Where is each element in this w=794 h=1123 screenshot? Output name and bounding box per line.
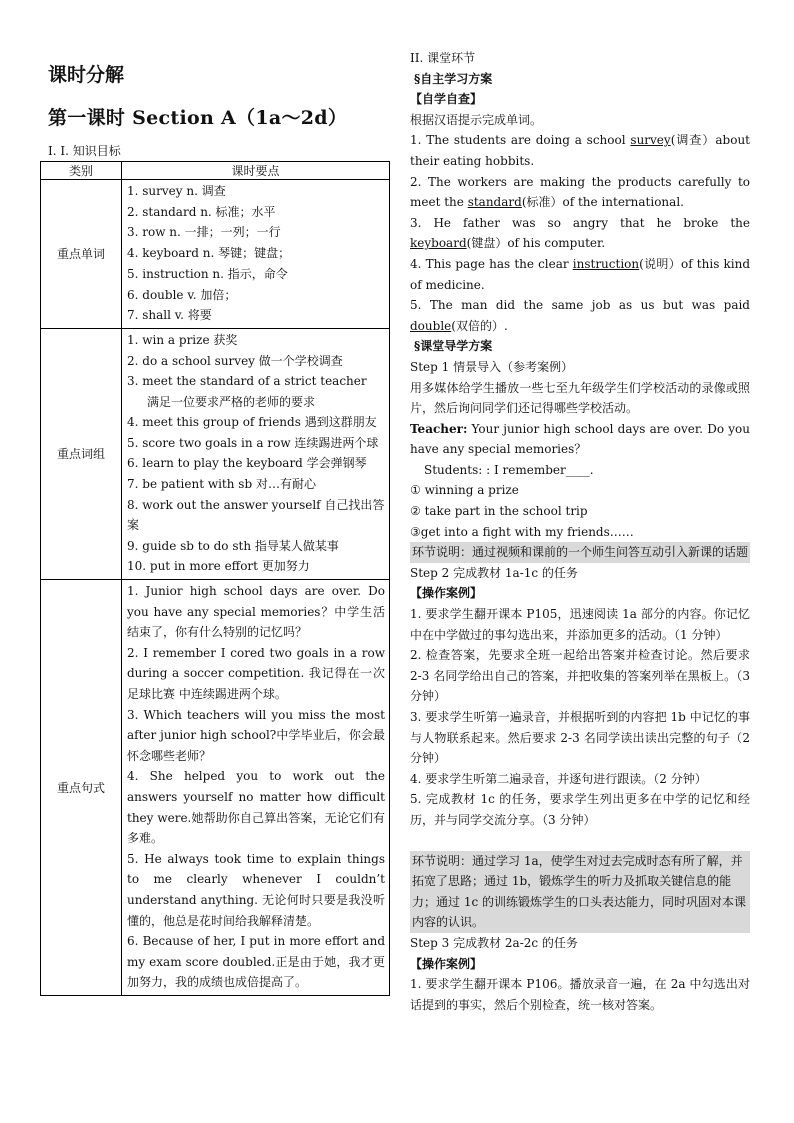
step-2-item: 1. 要求学生翻开课本 P105，迅速阅读 1a 部分的内容。你记忆中在中学做过的事勾选出来，并添加更多的活动。（1 分钟） — [410, 607, 750, 642]
list-item: 3. Which teachers will you miss the most after junior high school?中学毕业后，你会最怀念哪些老师？ — [127, 707, 385, 763]
exercise-item: 5. The man did the same job as us but was paid double(双倍的）. — [410, 298, 750, 333]
page-title: 课时分解 — [48, 64, 125, 86]
step-1-title: Step 1 情景导入（参考案例） — [410, 359, 574, 374]
table-header-row — [41, 162, 390, 180]
exercise-item: 2. The workers are making the products carefully to meet the standard(标准）of the international. — [410, 174, 750, 210]
answer-blank: double — [410, 318, 452, 333]
list-item: 4. She helped you to work out the answers yourself no matter how difficult they were.她帮助你自己算出答案，无论它们有多难。 — [127, 769, 385, 846]
items-cell — [122, 180, 390, 329]
list-item: 2. standard n. 标准；水平 — [127, 204, 276, 219]
category-cell: 重点句式 — [41, 580, 122, 996]
exercise-item: 3. He father was so angry that he broke the keyboard(键盘）of his computer. — [410, 215, 750, 251]
list-item: 1. win a prize 获奖 — [127, 332, 238, 347]
exercise-item: 4. This page has the clear instruction(说明）of this kind of medicine. — [410, 256, 750, 292]
items-cell — [122, 580, 390, 996]
step-2-item: 2. 检查答案，先要求全班一起给出答案并检查讨论。然后要求 2-3 名同学给出自己的答案，并把收集的答案列举在黑板上。（3 分钟） — [410, 648, 750, 704]
list-item: 6. Because of her, I put in more effort and my exam score doubled.正是由于她，我才更加努力，我的成绩也成倍提高了。 — [127, 934, 385, 990]
list-item: 9. guide sb to do sth 指导某人做某事 — [127, 538, 339, 553]
step-2-item: 4. 要求学生听第二遍录音，并逐句进行跟读。（2 分钟） — [410, 771, 707, 786]
operation-case-heading: 【操作案例】 — [410, 586, 483, 601]
knowledge-goal-heading: I. I. 知识目标 — [48, 144, 121, 158]
list-item: 7. be patient with sb 对…有耐心 — [127, 477, 316, 492]
step-3-item: 1. 要求学生翻开课本 P106。播放录音一遍，在 2a 中勾选出对话提到的事实，然后个别检查，统一核对答案。 — [410, 977, 750, 1012]
step-3-title: Step 3 完成教材 2a-2c 的任务 — [410, 935, 578, 950]
items-cell — [122, 328, 390, 579]
class-section-heading: II. 课堂环节 — [410, 51, 476, 65]
table-row-words — [41, 180, 390, 329]
self-check-heading: 【自学自查】 — [410, 92, 483, 107]
answer-blank: instruction — [572, 256, 640, 271]
list-item: 8. work out the answer yourself 自己找出答案 — [127, 497, 385, 533]
right-column — [410, 48, 750, 1015]
lesson-title: 第一课时 Section A（1a～2d） — [48, 107, 348, 129]
category-cell: 重点词组 — [41, 328, 122, 579]
list-item: 4. keyboard n. 琴键；键盘； — [127, 246, 291, 261]
list-item: 5. He always took time to explain things to me clearly whenever I couldn’t understand anything. 无论何时只要是我没听懂的，他总是花时间给我解释清楚。 — [127, 851, 385, 928]
list-item: 7. shall v. 将要 — [127, 308, 212, 323]
option-item: ② take part in the school trip — [410, 504, 588, 519]
self-study-heading: §自主学习方案 — [414, 71, 493, 86]
table-row-sentences — [41, 580, 390, 996]
step-2-item: 3. 要求学生听第一遍录音，并根据听到的内容把 1b 中记忆的事与人物联系起来。然后要求 2-3 名同学读出读出完整的句子（2 分钟） — [410, 710, 750, 766]
knowledge-table — [40, 161, 390, 996]
list-item: 2. do a school survey 做一个学校调查 — [127, 353, 343, 368]
list-item: 5. instruction n. 指示，命令 — [127, 266, 288, 281]
list-item: 满足一位要求严格的老师的要求 — [147, 394, 316, 409]
students-line: Students: : I remember____. — [424, 462, 594, 477]
header-points: 课时要点 — [122, 162, 390, 180]
list-item: 3. row n. 一排；一列；一行 — [127, 225, 281, 240]
list-item: 4. meet this group of friends 遇到这群朋友 — [127, 415, 377, 430]
list-item: 5. score two goals in a row 连续踢进两个球 — [127, 435, 379, 450]
step-1-text: 用多媒体给学生播放一些七至九年级学生们学校活动的录像或照片，然后询问同学们还记得哪些学校活动。 — [410, 380, 750, 416]
option-item: ③get into a fight with my friends…… — [410, 524, 634, 539]
left-column — [40, 56, 390, 996]
step-2-item: 5. 完成教材 1c 的任务，要求学生列出更多在中学的记忆和经历，并与同学交流分享。（3 分钟） — [410, 792, 750, 827]
option-item: ① winning a prize — [410, 483, 519, 498]
list-item: 3. meet the standard of a strict teacher — [127, 374, 367, 389]
answer-blank: survey — [630, 133, 671, 148]
guide-heading: §课堂导学方案 — [414, 339, 493, 354]
list-item: 10. put in more effort 更加努力 — [127, 559, 310, 574]
segment-note: 环节说明：通过视频和课前的一个师生问答互动引入新课的话题 — [410, 542, 750, 563]
teacher-line: Teacher: Your junior high school days are over. Do you have any special memories？ — [410, 421, 750, 457]
step-2-title: Step 2 完成教材 1a-1c 的任务 — [410, 565, 578, 580]
exercise-instruction: 根据汉语提示完成单词。 — [410, 112, 543, 127]
list-item: 1. survey n. 调查 — [127, 184, 226, 198]
segment-note: 环节说明：通过学习 1a，使学生对过去完成时态有所了解，并拓宽了思路；通过 1b，锻炼学生的听力及抓取关键信息的能力；通过 1c 的训练锻炼学生的口头表达能力，同时巩固对本课内容的认识。 — [410, 851, 750, 933]
list-item: 1. Junior high school days are over. Do you have any special memories？中学生活结束了，你有什么特别的记忆吗？ — [127, 584, 385, 640]
list-item: 6. learn to play the keyboard 学会弹钢琴 — [127, 456, 367, 471]
header-category: 类别 — [41, 162, 122, 180]
list-item: 6. double v. 加倍； — [127, 287, 237, 302]
answer-blank: standard — [467, 195, 522, 210]
category-cell: 重点单词 — [41, 180, 122, 329]
list-item: 2. I remember I cored two goals in a row during a soccer competition. 我记得在一次足球比赛 中连续踢进两个球。 — [127, 645, 385, 702]
table-row-phrases — [41, 328, 390, 579]
exercise-item: 1. The students are doing a school survey(调查）about their eating hobbits. — [410, 133, 751, 168]
operation-case-heading: 【操作案例】 — [410, 956, 483, 971]
answer-blank: keyboard — [410, 236, 467, 251]
